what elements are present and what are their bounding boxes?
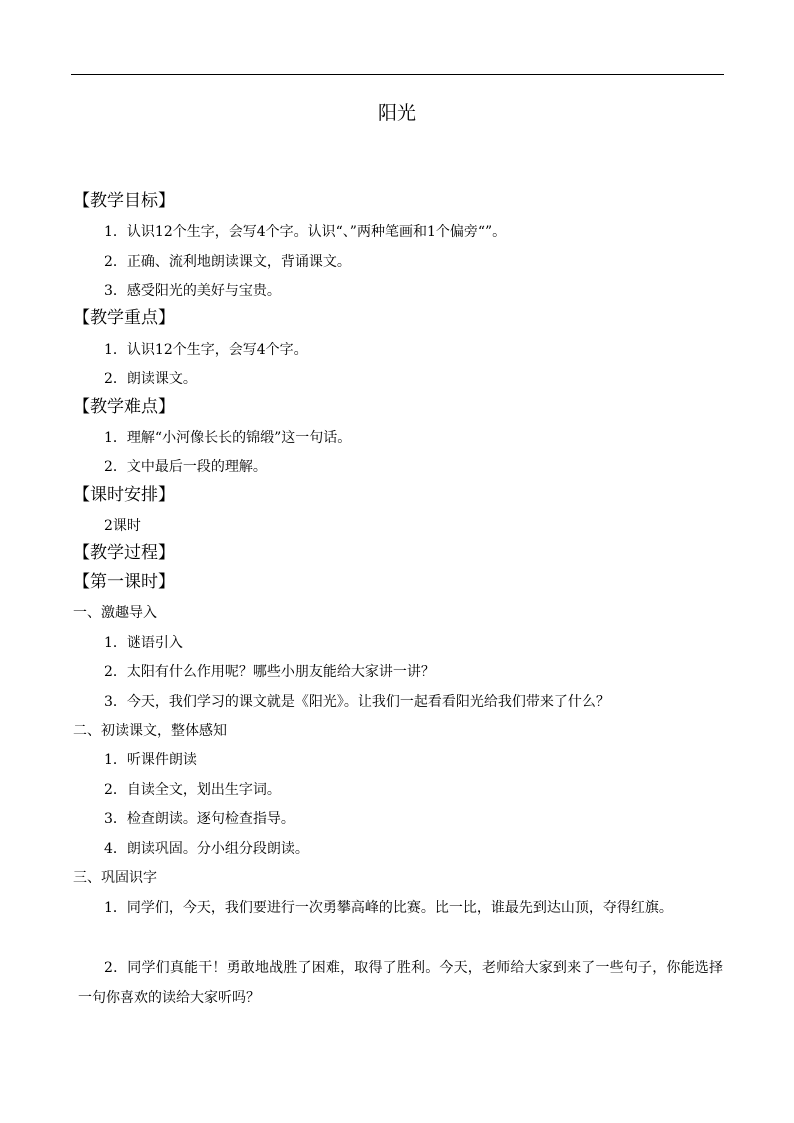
focus-item: 1．认识12个生字，会写4个字。 [104,342,308,358]
header-rule [71,74,724,75]
focus-heading: 【教学重点】 [73,308,175,328]
section-title: 一、激趣导入 [73,605,157,621]
difficulty-heading: 【教学难点】 [73,397,175,417]
goal-item: 3．感受阳光的美好与宝贵。 [104,283,281,299]
first-lesson-heading: 【第一课时】 [73,572,175,592]
goal-item: 1．认识12个生字，会写4个字。认识“、”两种笔画和1个偏旁“”。 [104,224,507,240]
process-heading: 【教学过程】 [73,543,175,563]
section-item: 2．自读全文，划出生字词。 [104,782,281,798]
section-item: 1．谜语引入 [104,635,183,651]
section-item: 3．今天，我们学习的课文就是《阳光》。让我们一起看看阳光给我们带来了什么？ [104,694,610,710]
section-title: 三、巩固识字 [73,870,157,886]
section-item: 1．听课件朗读 [104,752,197,768]
schedule-heading: 【课时安排】 [73,485,175,505]
schedule-value: 2课时 [104,518,141,534]
goals-heading: 【教学目标】 [73,191,175,211]
page-title: 阳光 [377,102,416,124]
section-title: 二、初读课文，整体感知 [73,723,227,739]
difficulty-item: 2．文中最后一段的理解。 [104,459,267,475]
goal-item: 2．正确、流利地朗读课文，背诵课文。 [104,254,351,270]
section-item: 4．朗读巩固。分小组分段朗读。 [104,841,309,857]
section-item: 3．检查朗读。逐句检查指导。 [104,811,295,827]
section-item: 2．太阳有什么作用呢？哪些小朋友能给大家讲一讲？ [104,664,435,680]
focus-item: 2．朗读课文。 [104,371,197,387]
section-paragraph: 1．同学们，今天，我们要进行一次勇攀高峰的比赛。比一比，谁最先到达山顶，夺得红旗。 [104,900,673,916]
section-paragraph: 2．同学们真能干！勇敢地战胜了困难，取得了胜利。今天，老师给大家到来了一些句子，你能选择一句你喜欢的读给大家听吗？ [78,960,723,1006]
difficulty-item: 1．理解“小河像长长的锦缎”这一句话。 [104,430,352,446]
